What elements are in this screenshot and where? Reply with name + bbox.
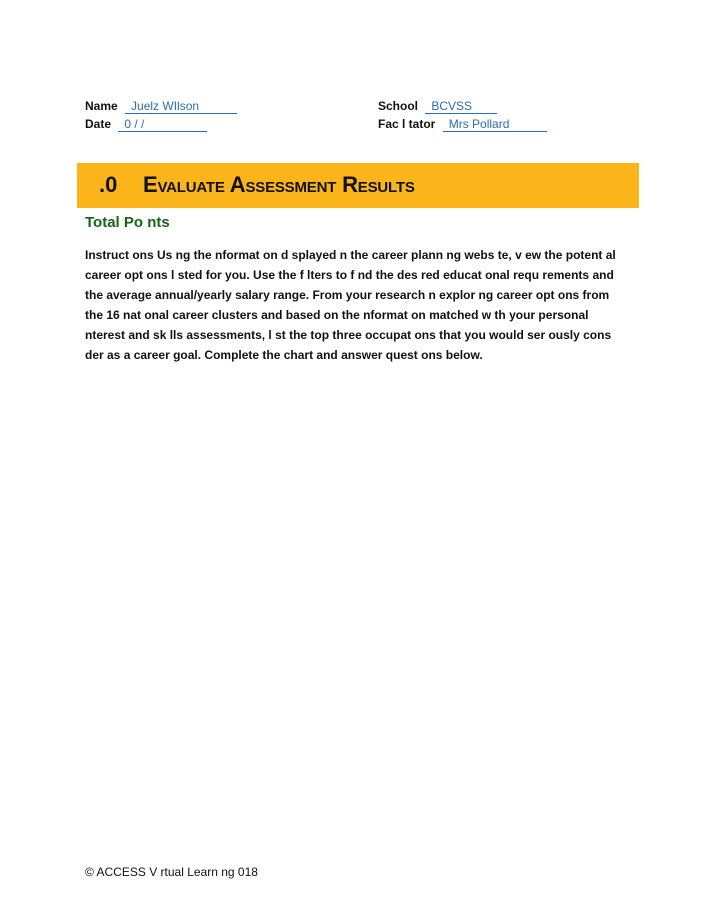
facilitator-value[interactable]: Mrs Pollard [443,117,547,132]
instructions-paragraph: Instruct ons Us ng the nformat on d splayed n the career plann ng webs te, v ew the potent al career opt ons l sted for you. Use the f lters to f nd the des red educat onal requ rements and the average annual/yearly salary range. From your research n explor ng career opt ons from the 16 nat onal career clusters and based on the nformat on matched w th your personal nterest and sk lls assessments, l st the top three occupat ons that you would ser ously cons der as a career goal. Complete the chart and answer quest ons below. [85,248,616,362]
facilitator-field [378,117,547,132]
school-field [378,99,497,114]
facilitator-label: Fac l tator [378,117,436,131]
section-number: .0 [99,172,118,197]
name-field [85,99,237,114]
section-title: Evaluate Assessment Results [143,172,415,197]
date-label: Date [85,117,112,131]
date-value[interactable]: 0 / / [118,117,207,132]
name-label: Name [85,99,118,113]
footer-copyright: © ACCESS V rtual Learn ng 018 [85,865,258,879]
school-value[interactable]: BCVSS [425,99,497,114]
section-banner [77,163,639,208]
total-points-heading: Total Po nts [85,214,170,231]
date-field [85,117,207,132]
name-value[interactable]: Juelz WIlson [125,99,237,114]
school-label: School [378,99,419,113]
